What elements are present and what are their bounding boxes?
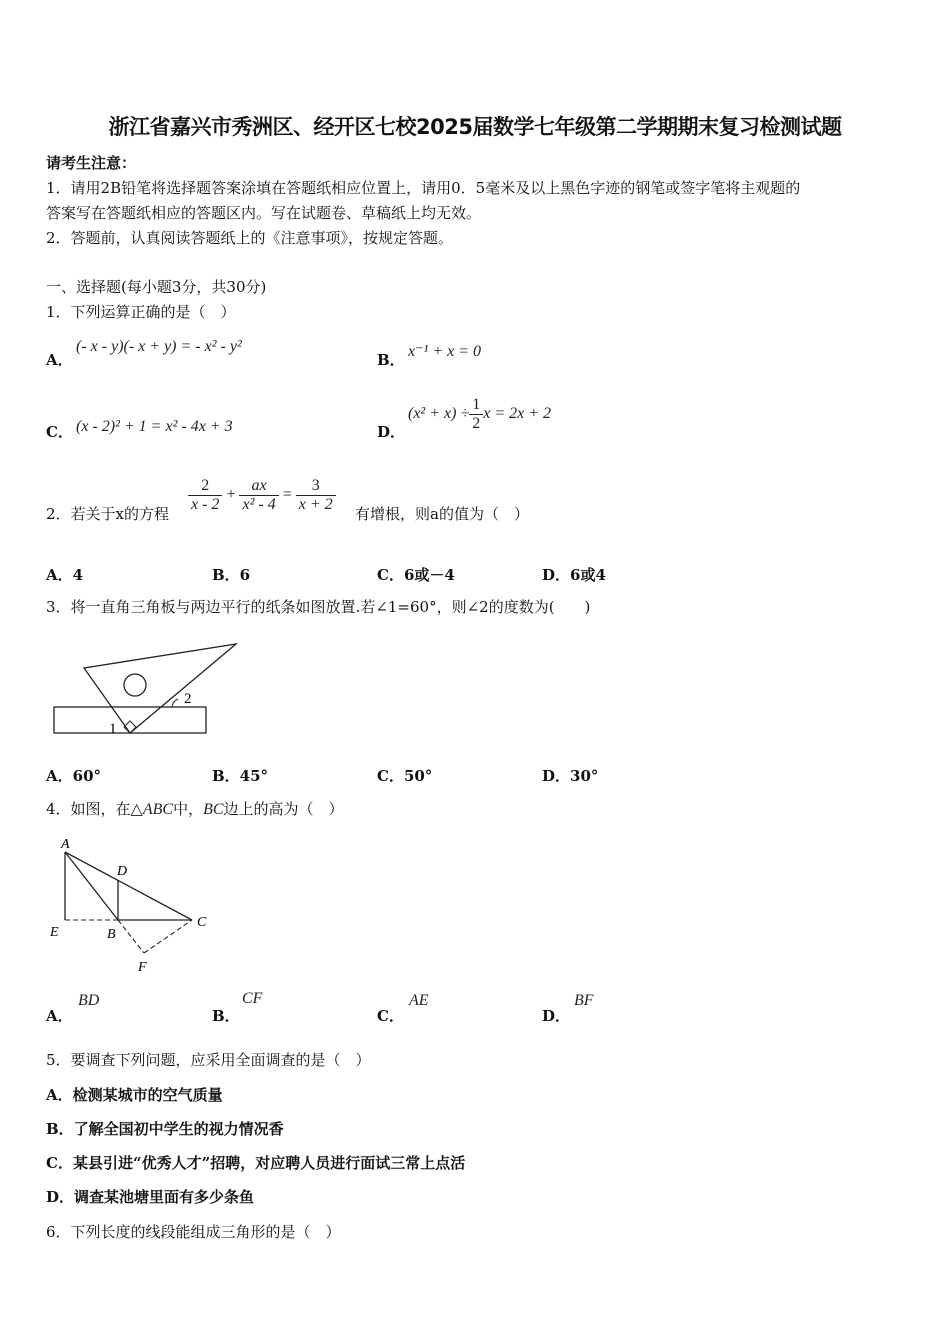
- q4-label-a: A．: [46, 1007, 73, 1025]
- q5-option-b-text: B．了解全国初中学生的视力情况香: [46, 1120, 284, 1138]
- q1-option-a: (- x - y)(- x + y) = - x² - y²: [76, 338, 242, 355]
- q5-stem: 5．要调查下列问题，应采用全面调查的是（ ）: [46, 1051, 371, 1069]
- q1-d-right: x = 2x + 2: [483, 405, 552, 423]
- q2-equation: [188, 477, 336, 514]
- segment-bf: [118, 920, 144, 953]
- q2-suffix: 有增根，则a的值为（ ）: [355, 505, 529, 523]
- q1-option-b: x⁻¹ + x = 0: [408, 343, 482, 360]
- angle-1-label: 1: [109, 721, 117, 737]
- q5-option-d: [46, 1187, 254, 1207]
- point-b-label: B: [107, 927, 116, 942]
- q5-option-a-text: A．检测某城市的空气质量: [46, 1086, 223, 1104]
- segment-ab: [65, 852, 118, 920]
- q5-option-a: [46, 1085, 223, 1105]
- q5-option-c-text: C．某县引进“优秀人才”招聘，对应聘人员进行面试三常上点活: [46, 1154, 466, 1172]
- point-a-label: A: [61, 837, 70, 852]
- q4-option-b: CF: [242, 990, 263, 1007]
- segment-fc: [144, 920, 192, 953]
- q4-option-a: BD: [78, 992, 100, 1009]
- q2-f1-num: 2: [201, 477, 210, 494]
- q2-prefix: 2．若关于x的方程: [46, 505, 170, 523]
- q1-label-c: C．: [46, 423, 73, 441]
- q4-figure: [44, 832, 224, 982]
- q2-f3-num: 3: [311, 477, 320, 494]
- q2-f2-den: x² - 4: [239, 495, 278, 514]
- angle-2-arc: [172, 699, 178, 707]
- point-f-label: F: [138, 960, 147, 975]
- q4-option-d: BF: [574, 992, 594, 1009]
- q1-d-den: 2: [469, 414, 483, 433]
- q3-figure: [50, 640, 240, 740]
- set-square: [84, 644, 236, 733]
- q5-option-b: [46, 1119, 284, 1139]
- q2-f2-num: ax: [251, 477, 267, 494]
- q3-option-b: B．45°: [212, 767, 269, 785]
- q1-label-d: D．: [377, 423, 406, 441]
- q4-label-c: C．: [377, 1007, 404, 1025]
- q2-option-c: C．6或－4: [377, 566, 455, 584]
- q1-label-b: B．: [377, 351, 405, 369]
- point-e-label: E: [50, 925, 59, 940]
- segment-ac: [65, 852, 192, 920]
- paper-strip: [54, 707, 206, 733]
- q4-stem-c: 边上的高为（ ）: [223, 800, 344, 818]
- q4-stem-bc: BC: [203, 801, 224, 818]
- q5-option-d-text: D．调查某池塘里面有多少条鱼: [46, 1188, 255, 1206]
- q4-stem-a: 4．如图，在: [46, 800, 131, 818]
- page-title: 浙江省嘉兴市秀洲区、经开区七校2025届数学七年级第二学期期末复习检测试题: [108, 115, 842, 139]
- q3-option-d: D．30°: [542, 767, 599, 785]
- q4-label-b: B．: [212, 1007, 240, 1025]
- q2-eq: =: [282, 486, 292, 504]
- q2-f1-den: x - 2: [188, 495, 222, 514]
- q1-label-a: A．: [46, 351, 73, 369]
- q2-option-d: D．6或4: [542, 566, 606, 584]
- point-d-label: D: [117, 864, 128, 879]
- set-square-hole: [124, 674, 146, 696]
- q2-option-a: A．4: [46, 566, 84, 584]
- q2-option-b: B．6: [212, 566, 251, 584]
- q1-option-d: [408, 396, 551, 433]
- notice-line-2: 2．答题前，认真阅读答题纸上的《注意事项》，按规定答题。: [46, 229, 454, 247]
- q4-label-d: D．: [542, 1007, 571, 1025]
- angle-2-label: 2: [184, 691, 192, 707]
- q1-d-left: (x² + x) ÷: [408, 405, 470, 423]
- q1-stem: 1．下列运算正确的是（ ）: [46, 303, 236, 321]
- q3-stem: 3．将一直角三角板与两边平行的纸条如图放置.若∠1=60°，则∠2的度数为( ): [46, 598, 591, 616]
- section-heading: 一、选择题(每小题3分，共30分): [46, 278, 267, 296]
- point-c-label: C: [197, 915, 207, 930]
- q3-option-c: C．50°: [377, 767, 433, 785]
- q4-stem-triangle: △ABC: [130, 801, 174, 818]
- q1-d-num: 1: [472, 396, 481, 413]
- notice-line-1a: 1．请用2B铅笔将选择题答案涂填在答题纸相应位置上，请用0．5毫米及以上黑色字迹的钢笔或签字笔将主观题的: [46, 179, 801, 197]
- notice-heading: 请考生注意：: [46, 154, 137, 172]
- q5-option-c: [46, 1153, 465, 1173]
- notice-line-1b: 答案写在答题纸相应的答题区内。写在试题卷、草稿纸上均无效。: [46, 204, 482, 222]
- q1-option-c: (x - 2)² + 1 = x² - 4x + 3: [76, 418, 233, 435]
- q4-stem: [46, 799, 344, 820]
- q2-plus: +: [226, 486, 236, 504]
- q4-stem-b: 中，: [173, 800, 204, 818]
- q3-option-a: A．60°: [46, 767, 102, 785]
- q4-option-c: AE: [409, 992, 429, 1009]
- q2-f3-den: x + 2: [296, 495, 336, 514]
- q6-stem: 6．下列长度的线段能组成三角形的是（ ）: [46, 1223, 341, 1241]
